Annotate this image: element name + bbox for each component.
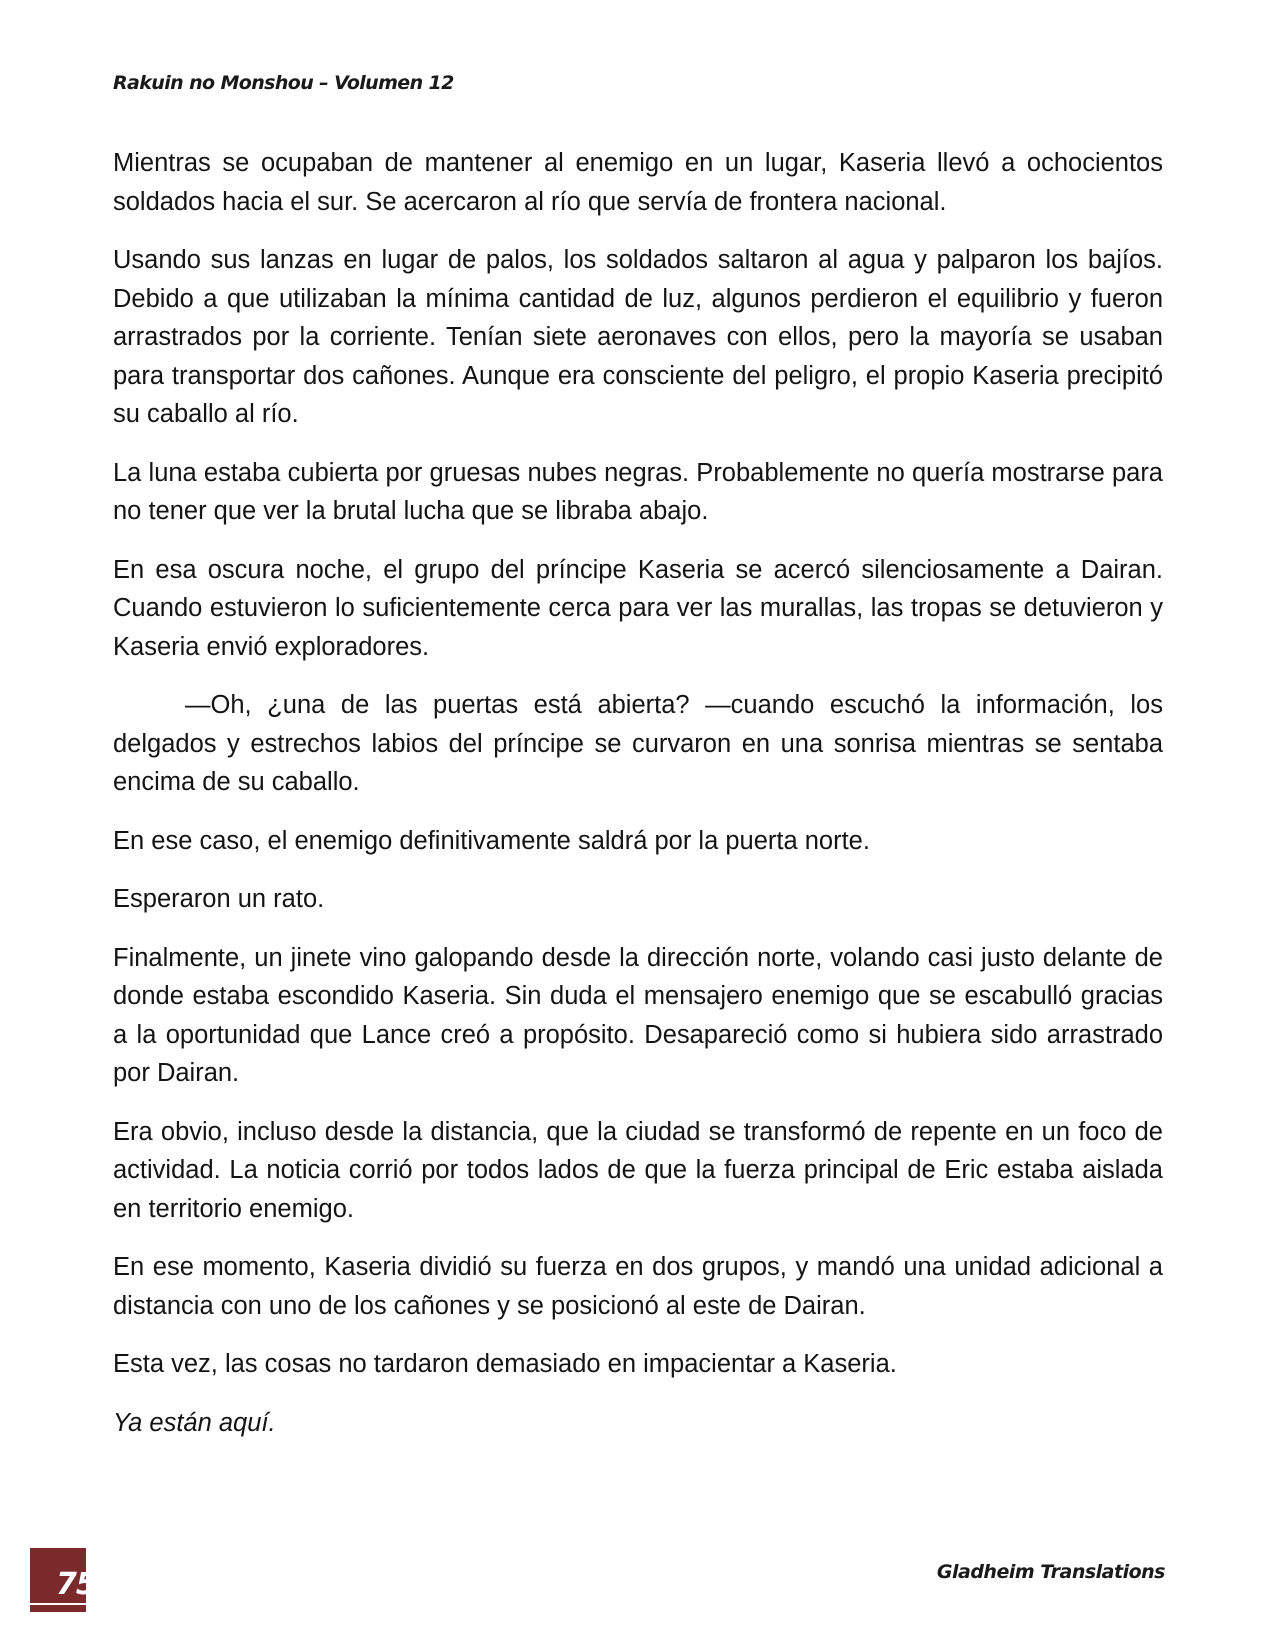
paragraph: En esa oscura noche, el grupo del príncipe Kaseria se acercó silenciosamente a Dairan. Cuando estuvieron lo suficientemente cerca para ver las murallas, las tropas se detuvieron y Kaseria envió exploradores.	[113, 555, 1163, 661]
paragraph: En ese momento, Kaseria dividió su fuerza en dos grupos, y mandó una unidad adicional a distancia con uno de los cañones y se posicionó al este de Dairan.	[113, 1253, 1163, 1320]
paragraph: Finalmente, un jinete vino galopando desde la dirección norte, volando casi justo delante de donde estaba escondido Kaseria. Sin duda el mensajero enemigo que se escabulló gracias a la oportunidad que Lance creó a propósito. Desapareció como si hubiera sido arrastrado por Dairan.	[113, 943, 1163, 1087]
paragraph: La luna estaba cubierta por gruesas nubes negras. Probablemente no quería mostrarse para no tener que ver la brutal lucha que se libraba abajo.	[113, 458, 1163, 525]
paragraph: Esta vez, las cosas no tardaron demasiado en impacientar a Kaseria.	[113, 1350, 897, 1378]
page-number-underline	[30, 1603, 86, 1605]
paragraph: Era obvio, incluso desde la distancia, que la ciudad se transformó de repente en un foco de actividad. La noticia corrió por todos lados de que la fuerza principal de Eric estaba aislada en territorio enemigo.	[113, 1117, 1163, 1223]
thought-paragraph: Ya están aquí.	[113, 1408, 276, 1437]
footer-credit: Gladheim Translations	[936, 1561, 1165, 1583]
chapter-body	[113, 144, 1163, 1462]
paragraph: Esperaron un rato.	[113, 885, 325, 913]
paragraph: En ese caso, el enemigo definitivamente saldrá por la puerta norte.	[113, 826, 870, 855]
page-number: 75	[56, 1567, 96, 1602]
dialogue-paragraph: —Oh, ¿una de las puertas está abierta? —cuando escuchó la información, los delgados y estrechos labios del príncipe se curvaron en una sonrisa mientras se sentaba encima de su caballo.	[113, 691, 1163, 796]
page-header-title: Rakuin no Monshou – Volumen 12	[113, 72, 454, 94]
paragraph: Mientras se ocupaban de mantener al enemigo en un lugar, Kaseria llevó a ochocientos soldados hacia el sur. Se acercaron al río que servía de frontera nacional.	[113, 149, 1163, 216]
paragraph: Usando sus lanzas en lugar de palos, los soldados saltaron al agua y palparon los bajíos. Debido a que utilizaban la mínima cantidad de luz, algunos perdieron el equilibrio y fueron arrastrados por la corriente. Tenían siete aeronaves con ellos, pero la mayoría se usaban para transportar dos cañones. Aunque era consciente del peligro, el propio Kaseria precipitó su caballo al río.	[113, 246, 1163, 428]
